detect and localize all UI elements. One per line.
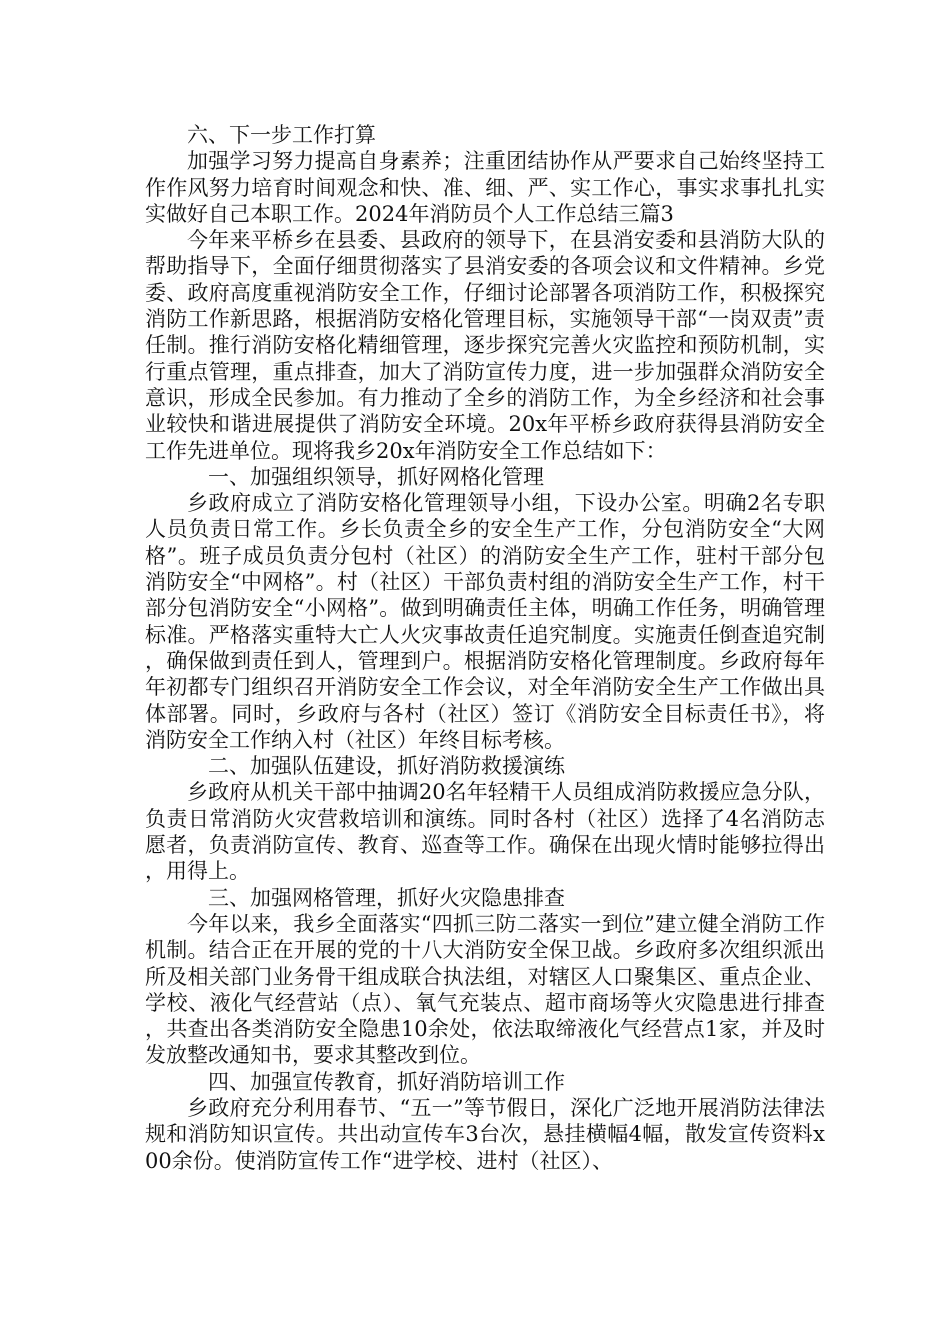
section-heading-publicity: 四、加强宣传教育，抓好消防培训工作 <box>208 1069 565 1094</box>
section-heading-team-building: 二、加强队伍建设，抓好消防救援演练 <box>208 754 565 779</box>
section-heading-hazard-inspection: 三、加强网格管理，抓好火灾隐患排查 <box>208 885 565 910</box>
paragraph-introduction: 今年来平桥乡在县委、县政府的领导下，在县消安委和县消防大队的帮助指导下，全面仔细贯彻落实了县消安委的各项会议和文件精神。乡党委、政府高度重视消防安全工作，仔细讨论部署各项消防工作，积极探究消防工作新思路，根据消防安格化管理目标，实施领导干部“一岗双责”责任制。推行消防安格化精细管理，逐步探究完善火灾监控和预防机制，实行重点管理，重点排查，加大了消防宣传力度，进一步加强群众消防安全意识，形成全民参加。有力推动了全乡的消防工作，为全乡经济和社会事业较快和谐进展提供了消防安全环境。20x年平桥乡政府获得县消防安全工作先进单位。现将我乡20x年消防安全工作总结如下： <box>145 228 825 463</box>
document-body <box>145 122 825 1174</box>
paragraph-publicity: 乡政府充分利用春节、“五一”等节假日，深化广泛地开展消防法律法规和消防知识宣传。共出动宣传车3台次，悬挂横幅4幅，散发宣传资料x00余份。使消防宣传工作“进学校、进村（社区）、 <box>145 1095 825 1173</box>
paragraph-self-improvement: 加强学习努力提高自身素养；注重团结协作从严要求自己始终坚持工作作风努力培育时间观念和快、准、细、严、实工作心，事实求事扎扎实实做好自己本职工作。2024年消防员个人工作总结三篇3 <box>145 149 825 226</box>
paragraph-organization: 乡政府成立了消防安格化管理领导小组，下设办公室。明确2名专职人员负责日常工作。乡长负责全乡的安全生产工作，分包消防安全“大网格”。班子成员负责分包村（社区）的消防安全生产工作，驻村干部分包消防安全“中网格”。村（社区）干部负责村组的消防安全生产工作，村干部分包消防安全“小网格”。做到明确责任主体，明确工作任务，明确管理标准。严格落实重特大亡人火灾事故责任追究制度。实施责任倒查追究制，确保做到责任到人，管理到户。根据消防安格化管理制度。乡政府每年年初都专门组织召开消防安全工作会议，对全年消防安全生产工作做出具体部署。同时，乡政府与各村（社区）签订《消防安全目标责任书》，将消防安全工作纳入村（社区）年终目标考核。 <box>145 491 825 752</box>
section-heading-organization: 一、加强组织领导，抓好网格化管理 <box>208 464 544 489</box>
paragraph-hazard-inspection: 今年以来，我乡全面落实“四抓三防二落实一到位”建立健全消防工作机制。结合正在开展的党的十八大消防安全保卫战。乡政府多次组织派出所及相关部门业务骨干组成联合执法组，对辖区人口聚集区、重点企业、学校、液化气经营站（点）、氧气充装点、超市商场等火灾隐患进行排查，共查出各类消防安全隐患10余处，依法取缔液化气经营点1家，并及时发放整改通知书，要求其整改到位。 <box>145 911 825 1068</box>
section-heading-next-plan: 六、下一步工作打算 <box>187 123 376 147</box>
paragraph-team-building: 乡政府从机关干部中抽调20名年轻精干人员组成消防救援应急分队，负责日常消防火灾营救培训和演练。同时各村（社区）选择了4名消防志愿者，负责消防宣传、教育、巡查等工作。确保在出现火情时能够拉得出，用得上。 <box>145 780 825 884</box>
